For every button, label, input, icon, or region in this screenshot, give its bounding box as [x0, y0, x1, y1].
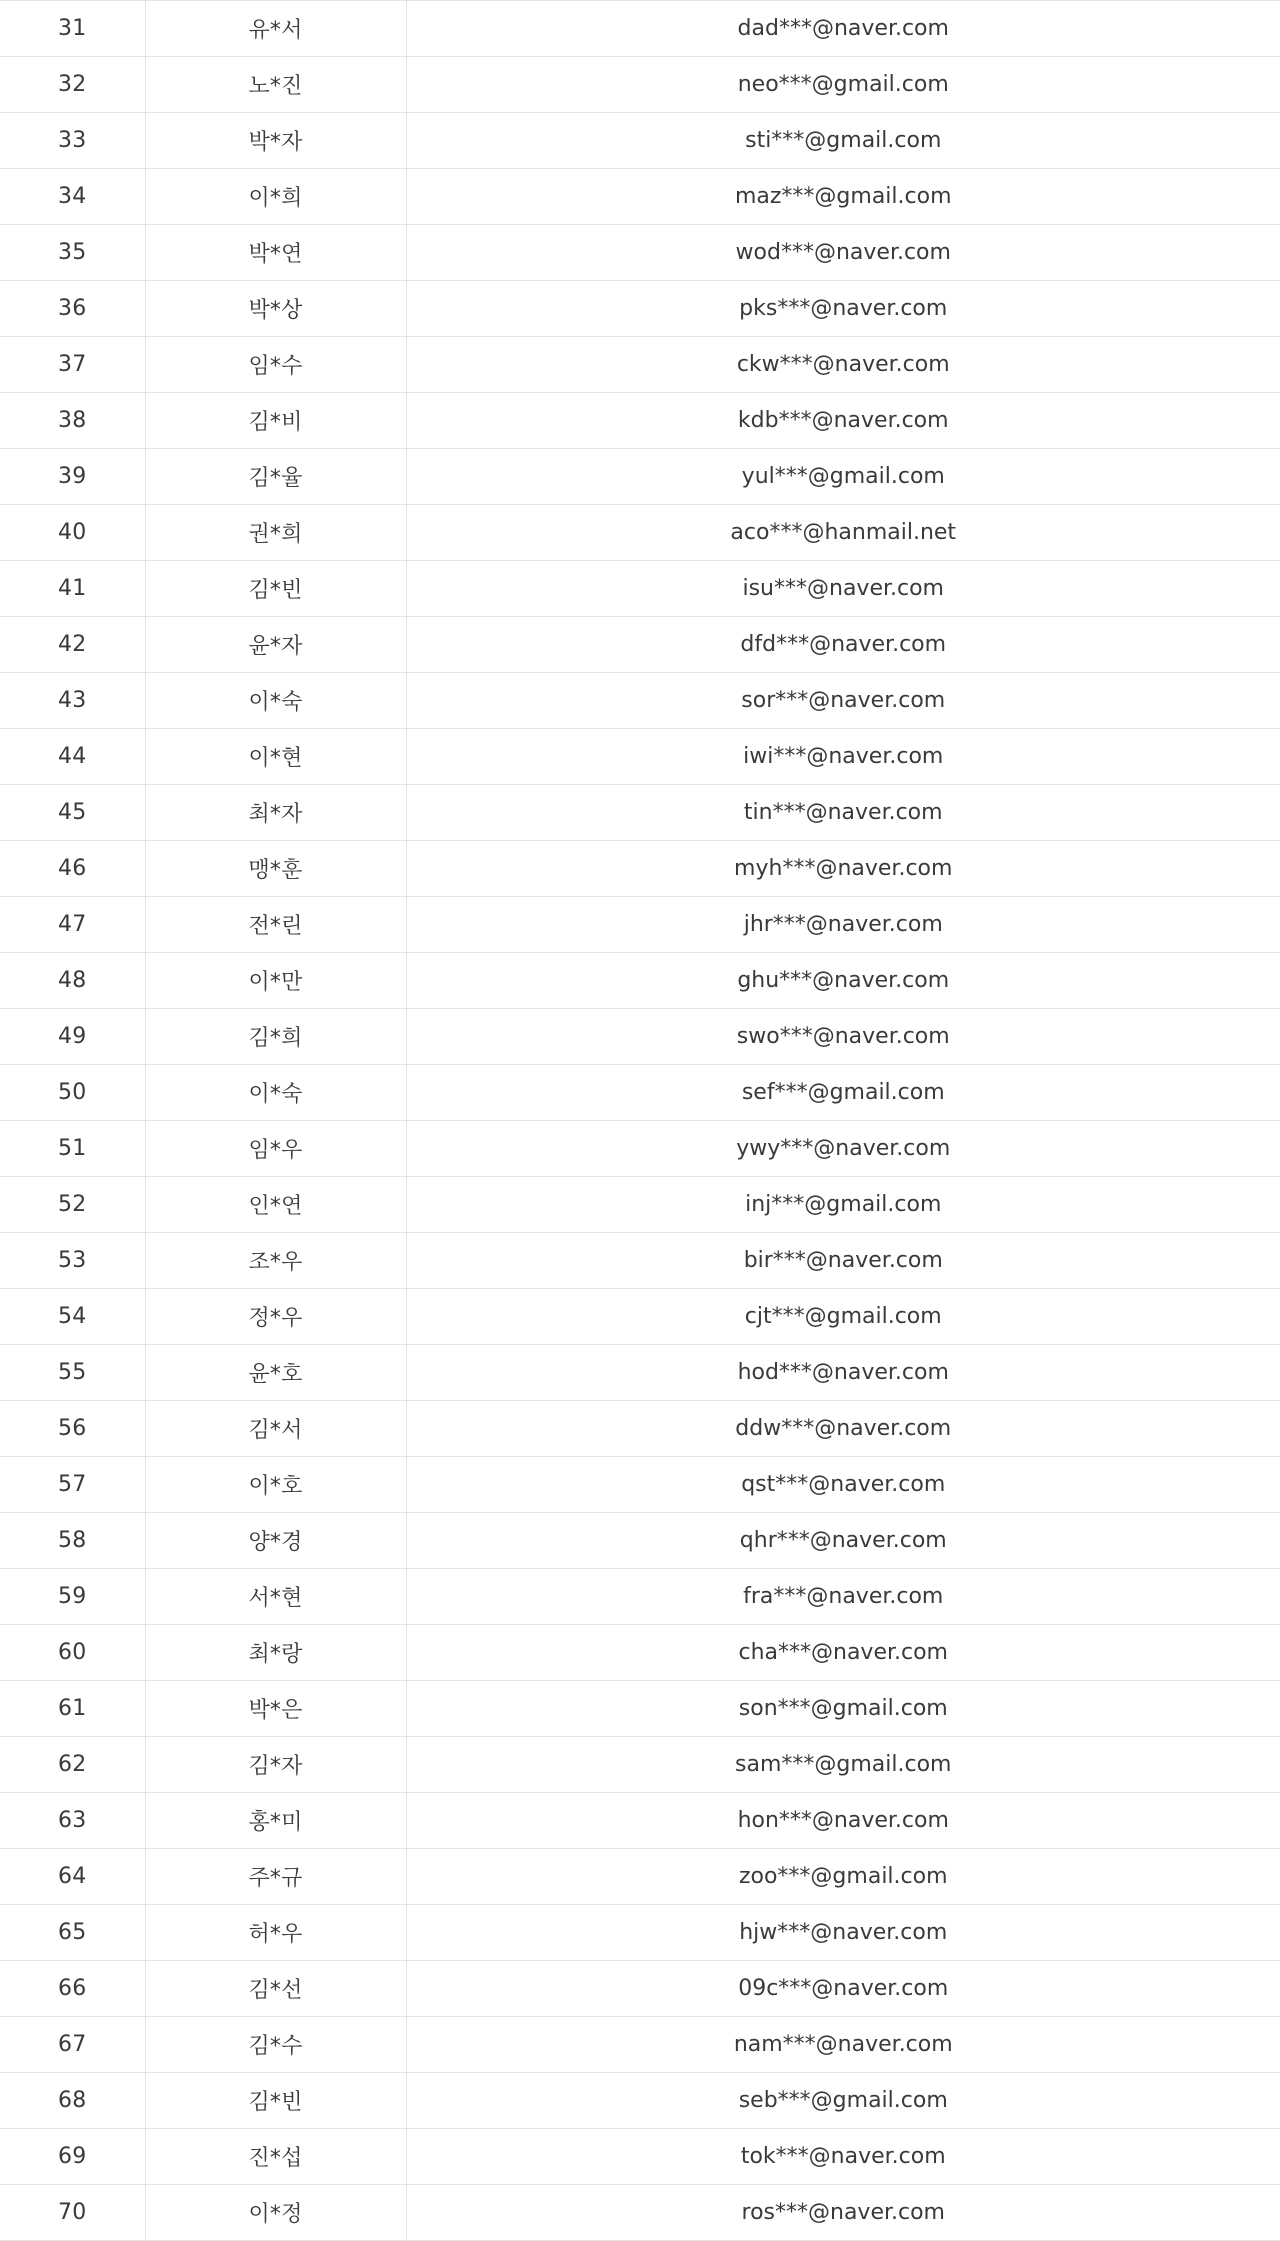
table-row: [0, 113, 1280, 169]
winner-email: wod***@naver.com: [406, 225, 1280, 281]
winner-name: 이*희: [145, 169, 406, 225]
winner-name: 김*빈: [145, 2073, 406, 2129]
winner-name: 전*린: [145, 897, 406, 953]
row-number: 34: [0, 169, 145, 225]
table-row: [0, 953, 1280, 1009]
winner-name: 김*희: [145, 1009, 406, 1065]
table-row: [0, 1121, 1280, 1177]
row-number: 63: [0, 1793, 145, 1849]
row-number: 52: [0, 1177, 145, 1233]
row-number: 68: [0, 2073, 145, 2129]
winner-name: 김*선: [145, 1961, 406, 2017]
table-row: [0, 2017, 1280, 2073]
winner-name: 박*은: [145, 1681, 406, 1737]
winner-name: 인*연: [145, 1177, 406, 1233]
winner-email: seb***@gmail.com: [406, 2073, 1280, 2129]
table-row: [0, 2073, 1280, 2129]
table-row: [0, 2129, 1280, 2185]
row-number: 62: [0, 1737, 145, 1793]
table-row: [0, 449, 1280, 505]
row-number: 42: [0, 617, 145, 673]
winner-name: 조*우: [145, 1233, 406, 1289]
table-row: [0, 337, 1280, 393]
table-row: [0, 897, 1280, 953]
winner-email: cha***@naver.com: [406, 1625, 1280, 1681]
row-number: 51: [0, 1121, 145, 1177]
row-number: 65: [0, 1905, 145, 1961]
table-row: [0, 1289, 1280, 1345]
row-number: 49: [0, 1009, 145, 1065]
row-number: 57: [0, 1457, 145, 1513]
winner-name: 양*경: [145, 1513, 406, 1569]
winner-name: 김*자: [145, 1737, 406, 1793]
row-number: 45: [0, 785, 145, 841]
winner-name: 맹*훈: [145, 841, 406, 897]
winner-name: 윤*자: [145, 617, 406, 673]
winner-name: 박*자: [145, 113, 406, 169]
winner-name: 이*숙: [145, 673, 406, 729]
row-number: 41: [0, 561, 145, 617]
row-number: 38: [0, 393, 145, 449]
table-row: [0, 1513, 1280, 1569]
row-number: 59: [0, 1569, 145, 1625]
winner-name: 김*빈: [145, 561, 406, 617]
table-row: [0, 1681, 1280, 1737]
winner-email: son***@gmail.com: [406, 1681, 1280, 1737]
row-number: 39: [0, 449, 145, 505]
winner-name: 김*수: [145, 2017, 406, 2073]
winner-email: jhr***@naver.com: [406, 897, 1280, 953]
winner-email: sti***@gmail.com: [406, 113, 1280, 169]
table-row: [0, 617, 1280, 673]
table-row: [0, 505, 1280, 561]
winner-name: 임*우: [145, 1121, 406, 1177]
row-number: 44: [0, 729, 145, 785]
winner-email: hod***@naver.com: [406, 1345, 1280, 1401]
row-number: 60: [0, 1625, 145, 1681]
winner-email: bir***@naver.com: [406, 1233, 1280, 1289]
winner-name: 권*희: [145, 505, 406, 561]
winner-email: sam***@gmail.com: [406, 1737, 1280, 1793]
row-number: 61: [0, 1681, 145, 1737]
winner-email: fra***@naver.com: [406, 1569, 1280, 1625]
winner-email: sor***@naver.com: [406, 673, 1280, 729]
winner-name: 노*진: [145, 57, 406, 113]
winner-email: zoo***@gmail.com: [406, 1849, 1280, 1905]
row-number: 66: [0, 1961, 145, 2017]
winner-email: tin***@naver.com: [406, 785, 1280, 841]
winner-email: sef***@gmail.com: [406, 1065, 1280, 1121]
winner-email: myh***@naver.com: [406, 841, 1280, 897]
row-number: 36: [0, 281, 145, 337]
winner-email: cjt***@gmail.com: [406, 1289, 1280, 1345]
table-row: [0, 1737, 1280, 1793]
row-number: 40: [0, 505, 145, 561]
table-row: [0, 1233, 1280, 1289]
row-number: 56: [0, 1401, 145, 1457]
winner-name: 유*서: [145, 1, 406, 57]
table-row: [0, 1065, 1280, 1121]
winner-email: ddw***@naver.com: [406, 1401, 1280, 1457]
row-number: 37: [0, 337, 145, 393]
table-row: [0, 1, 1280, 57]
winner-email: inj***@gmail.com: [406, 1177, 1280, 1233]
row-number: 32: [0, 57, 145, 113]
winner-email: ckw***@naver.com: [406, 337, 1280, 393]
row-number: 31: [0, 1, 145, 57]
winner-email: maz***@gmail.com: [406, 169, 1280, 225]
winner-name: 서*현: [145, 1569, 406, 1625]
table-row: [0, 1905, 1280, 1961]
table-body: [0, 1, 1280, 2241]
row-number: 69: [0, 2129, 145, 2185]
winner-email: pks***@naver.com: [406, 281, 1280, 337]
row-number: 58: [0, 1513, 145, 1569]
winner-email: ros***@naver.com: [406, 2185, 1280, 2241]
table-row: [0, 1177, 1280, 1233]
table-row: [0, 1009, 1280, 1065]
table-row: [0, 57, 1280, 113]
table-row: [0, 1961, 1280, 2017]
winner-name: 박*상: [145, 281, 406, 337]
table-row: [0, 281, 1280, 337]
winner-name: 이*호: [145, 1457, 406, 1513]
table-row: [0, 841, 1280, 897]
table-row: [0, 1849, 1280, 1905]
row-number: 43: [0, 673, 145, 729]
winner-email: tok***@naver.com: [406, 2129, 1280, 2185]
winner-name: 이*숙: [145, 1065, 406, 1121]
table-row: [0, 225, 1280, 281]
winner-email: dfd***@naver.com: [406, 617, 1280, 673]
winner-email: ghu***@naver.com: [406, 953, 1280, 1009]
row-number: 35: [0, 225, 145, 281]
table-row: [0, 1625, 1280, 1681]
winner-name: 박*연: [145, 225, 406, 281]
row-number: 53: [0, 1233, 145, 1289]
winner-name: 주*규: [145, 1849, 406, 1905]
winner-email: 09c***@naver.com: [406, 1961, 1280, 2017]
winner-name: 홍*미: [145, 1793, 406, 1849]
winner-name: 김*율: [145, 449, 406, 505]
winner-email: qst***@naver.com: [406, 1457, 1280, 1513]
table-row: [0, 1345, 1280, 1401]
row-number: 47: [0, 897, 145, 953]
winner-email: qhr***@naver.com: [406, 1513, 1280, 1569]
table-row: [0, 729, 1280, 785]
table-row: [0, 393, 1280, 449]
table-row: [0, 673, 1280, 729]
table-row: [0, 1793, 1280, 1849]
table-row: [0, 785, 1280, 841]
winner-email: swo***@naver.com: [406, 1009, 1280, 1065]
table-row: [0, 169, 1280, 225]
winner-email: hon***@naver.com: [406, 1793, 1280, 1849]
row-number: 50: [0, 1065, 145, 1121]
row-number: 55: [0, 1345, 145, 1401]
winner-email: yul***@gmail.com: [406, 449, 1280, 505]
winner-name: 허*우: [145, 1905, 406, 1961]
winner-email: dad***@naver.com: [406, 1, 1280, 57]
table-row: [0, 2185, 1280, 2241]
winner-email: nam***@naver.com: [406, 2017, 1280, 2073]
winner-email: aco***@hanmail.net: [406, 505, 1280, 561]
table-row: [0, 561, 1280, 617]
winner-name: 김*서: [145, 1401, 406, 1457]
winner-name: 정*우: [145, 1289, 406, 1345]
winner-name: 이*만: [145, 953, 406, 1009]
row-number: 67: [0, 2017, 145, 2073]
winner-name: 이*정: [145, 2185, 406, 2241]
winner-name: 최*랑: [145, 1625, 406, 1681]
table-row: [0, 1569, 1280, 1625]
winner-email: ywy***@naver.com: [406, 1121, 1280, 1177]
winner-name: 진*섭: [145, 2129, 406, 2185]
row-number: 64: [0, 1849, 145, 1905]
row-number: 33: [0, 113, 145, 169]
winner-name: 최*자: [145, 785, 406, 841]
winner-name: 윤*호: [145, 1345, 406, 1401]
table-row: [0, 1457, 1280, 1513]
row-number: 48: [0, 953, 145, 1009]
winner-email: isu***@naver.com: [406, 561, 1280, 617]
winner-email: kdb***@naver.com: [406, 393, 1280, 449]
winner-email: neo***@gmail.com: [406, 57, 1280, 113]
row-number: 54: [0, 1289, 145, 1345]
row-number: 46: [0, 841, 145, 897]
row-number: 70: [0, 2185, 145, 2241]
winner-name: 임*수: [145, 337, 406, 393]
table-row: [0, 1401, 1280, 1457]
winner-email: iwi***@naver.com: [406, 729, 1280, 785]
winner-name: 김*비: [145, 393, 406, 449]
winner-name: 이*현: [145, 729, 406, 785]
winner-email: hjw***@naver.com: [406, 1905, 1280, 1961]
